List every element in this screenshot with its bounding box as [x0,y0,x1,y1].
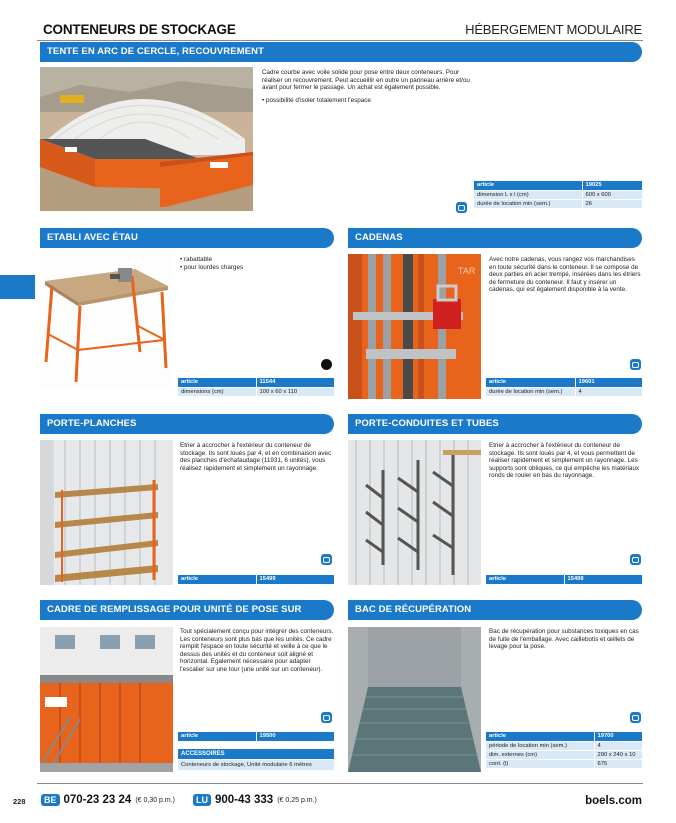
spec-head-label: article [486,732,594,741]
spec-head-label: article [178,575,256,584]
spec-label: dim. externes (cm) [486,750,594,759]
be-rate: (€ 0,30 p.m.) [135,796,175,804]
chapter-tab [0,275,35,299]
rental-icon [456,202,467,213]
workbench-photo [40,254,173,388]
footer-contacts [41,794,317,806]
spec-head-value: 19025 [582,181,642,190]
spec-label: cont. (l) [486,759,594,768]
accessories-header: ACCESSOIRES [178,749,334,759]
spec-head-value: 19601 [575,378,642,387]
spec-head-value: 15499 [256,575,334,584]
tente-description [262,69,472,104]
cadenas-description: Avec notre cadenas, vous rangez vos marchandises en toute sécurité dans le conteneur. Il se compose de deux parties en acier trempé, insérées dans les étriers de fermeture du conteneur. Il faut y insérer un cadenas, qui est également disponible à la vente. [489,256,641,294]
drip-tray-photo [348,627,481,772]
sale-icon [321,359,332,370]
bac-description: Bac de récupération pour substances toxiques en cas de fuite de l'emballage. Avec caillebotis et œillets de levage pour la pose. [489,628,639,651]
country-lu-badge: LU [193,794,211,806]
filler-frame-photo [40,627,173,772]
lu-phone[interactable]: 900-43 333 [215,794,274,806]
spec-value: 600 x 600 [582,190,642,199]
cadre-spec-table [178,732,334,742]
spec-value: 26 [582,199,642,208]
section-header-cadenas: CADENAS [348,228,642,248]
spec-label: dimension L x l (cm) [474,190,582,199]
section-header-cadre: CADRE DE REMPLISSAGE POUR UNITÉ DE POSE SUR [40,600,334,620]
rental-icon [630,712,641,723]
lu-rate: (€ 0,25 p.m.) [277,796,317,804]
tente-bullet: • possibilité d'isoler totalement l'espace [262,97,472,105]
country-be-badge: BE [41,794,60,806]
page-number: 228 [13,797,26,806]
spec-value: 100 x 60 x 110 [256,387,334,396]
spec-label: dimensions (cm) [178,387,256,396]
etabli-description [180,256,330,271]
spec-head-value: 19700 [594,732,642,741]
etabli-bullet: • rabattable [180,256,330,264]
bac-spec-table [486,732,642,769]
planches-description: Etrier à accrocher à l'extérieur du conteneur de stockage. Ils sont loués par 4, et en combinaison avec des planches d'échafaudage (11931, 6 unités), vous réalisez rapidement et simplement un rayonnage. [180,442,332,472]
spec-value: 4 [575,387,642,396]
footer-divider [37,783,643,784]
cadre-description: Tout spécialement conçu pour intégrer des conteneurs. Les conteneurs sont plus bas que les unités. Ce cadre remplit l'espace en toute sécurité et veille à ce que le dessus des unités et du conteneur soit aligné et horizontal. Egalement nécessaire pour adapter l'escalier sur une tour (une unité sur un conteneur). [180,628,334,673]
be-phone[interactable]: 070-23 23 24 [63,794,132,806]
section-header-etabli: ETABLI AVEC ÉTAU [40,228,334,248]
page-category: HÉBERGEMENT MODULAIRE [465,22,642,37]
spec-head-label: article [178,732,256,741]
spec-head-label: article [178,378,256,387]
spec-head-label: article [486,378,575,387]
spec-label: période de location min (sem.) [486,741,594,750]
conduites-spec-table [486,575,642,585]
header-divider [37,40,643,41]
rental-icon [630,359,641,370]
brand-website[interactable]: boels.com [585,795,642,807]
section-header-conduites: PORTE-CONDUITES ET TUBES [348,414,642,434]
section-header-bac: BAC DE RÉCUPÉRATION [348,600,642,620]
board-rack-photo [40,440,173,585]
etabli-bullet: • pour lourdes charges [180,264,330,272]
etabli-spec-table [178,378,334,397]
conduites-description: Etrier à accrocher à l'extérieur du conteneur de stockage. Ils sont loués par 4, et vous permettent de réaliser rapidement et simplement un rayonnage. Les supports sont obliques, ce qui empêche les matériaux ronds de rouler en bas du rayonnage. [489,442,640,480]
tente-spec-table [474,181,642,209]
spec-head-value: 19500 [256,732,334,741]
cadenas-spec-table [486,378,642,397]
tube-rack-photo [348,440,481,585]
tente-description-text: Cadre courbe avec voile solide pour pose entre deux conteneurs. Pour réaliser un recouvrement. Peut accueillir en outre un panneau arrière et/ou avant pour fermer le passage. Un achat est également possible. [262,69,470,92]
tent-photo [40,67,253,211]
spec-head-value: 15498 [564,575,642,584]
spec-head-value: 11544 [256,378,334,387]
spec-value: 290 x 240 x 10 [594,750,642,759]
svg-text:TAR: TAR [458,266,476,276]
section-header-tente: TENTE EN ARC DE CERCLE, RECOUVREMENT [40,42,642,62]
spec-value: 675 [594,759,642,768]
padlock-photo [348,254,481,399]
spec-head-label: article [486,575,564,584]
spec-value: 4 [594,741,642,750]
section-header-planches: PORTE-PLANCHES [40,414,334,434]
rental-icon [630,554,641,565]
page-title: CONTENEURS DE STOCKAGE [43,22,236,37]
spec-label: durée de location min (sem.) [486,387,575,396]
spec-label: durée de location min (sem.) [474,199,582,208]
planches-spec-table [178,575,334,585]
rental-icon [321,554,332,565]
spec-head-label: article [474,181,582,190]
rental-icon [321,712,332,723]
accessories-item: Conteneurs de stockage, Unité modulaire 6 mètres [178,760,334,770]
